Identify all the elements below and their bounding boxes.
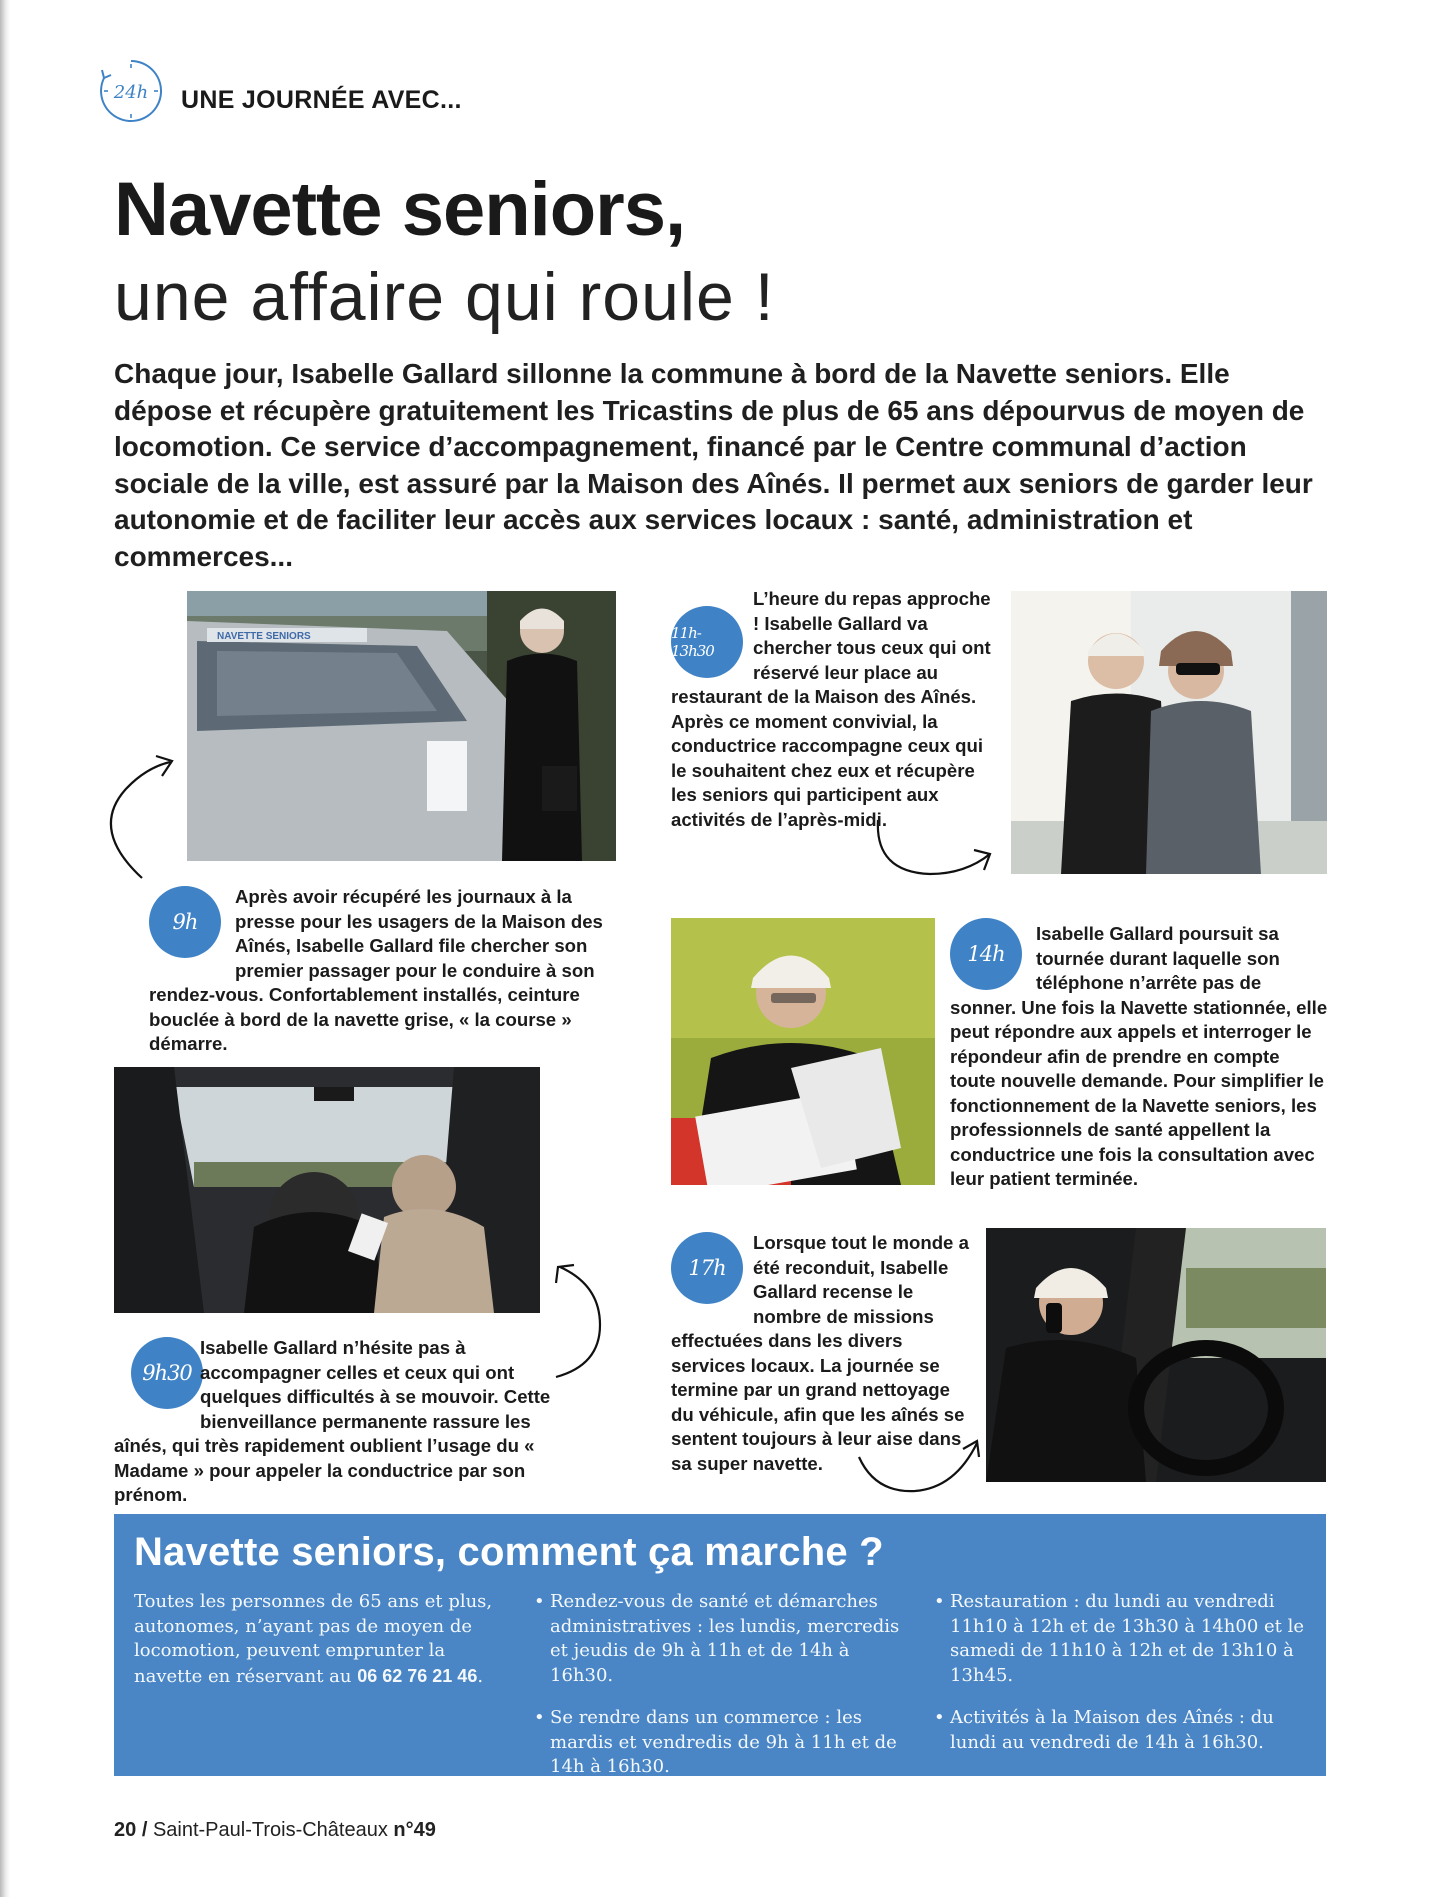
time-badge-14h: 14h [950, 918, 1022, 990]
caption-17h [671, 1231, 976, 1476]
info-intro [134, 1590, 510, 1689]
photo-car-driver [187, 591, 616, 861]
publication-name: Saint-Paul-Trois-Châteaux [152, 1819, 388, 1841]
phone-number: 06 62 76 21 46 [357, 1665, 478, 1686]
info-column-3 [934, 1590, 1306, 1773]
photo-escorting-senior [1011, 591, 1327, 874]
footer-separator: / [141, 1819, 148, 1841]
caption-9h30-text: Isabelle Gallard n’hésite pas à accompagner celles et ceux qui ont quelques difficultés à se mouvoir. Cette bienveillance permanente rassure les aînés, qui très rapidement oublient l’usage du « Madame » pour appeler la conductrice par son prénom. [114, 1337, 551, 1505]
clock-24h-icon [96, 56, 166, 126]
photo-paperwork [671, 918, 935, 1185]
caption-11h-13h30 [671, 587, 991, 832]
headline-sub: une affaire qui roule ! [114, 259, 775, 335]
time-badge-11h-13h30: 11h-13h30 [671, 606, 743, 678]
caption-11h-13h30-text: L’heure du repas approche ! Isabelle Gallard va chercher tous ceux qui ont réservé leur place au restaurant de la Maison des Aînés. Après ce moment convivial, la conductrice raccompagne ceux qui le souhaitent chez eux et récupère les seniors qui participent aux activités de l’après-midi. [671, 588, 991, 830]
info-bullet-shopping: • Se rendre dans un commerce : les mardis et vendredis de 9h à 11h et de 14h à 16h30. [534, 1706, 909, 1780]
info-box [114, 1514, 1326, 1776]
caption-14h [950, 922, 1330, 1192]
time-badge-17h: 17h [671, 1232, 743, 1304]
info-column-1 [134, 1590, 510, 1707]
time-badge-9h30: 9h30 [131, 1337, 203, 1409]
clock-label: 24h [113, 82, 149, 103]
page-edge-shadow [0, 0, 10, 1897]
photo-inside-car [114, 1067, 540, 1313]
arrow-to-photo-1 [100, 750, 190, 885]
section-title: UNE JOURNÉE AVEC... [181, 86, 462, 114]
caption-9h-text: Après avoir récupéré les journaux à la presse pour les usagers de la Maison des Aînés, Isabelle Gallard file chercher son premier passager pour le conduire à son rendez-vous. Confortablement installés, ceinture bouclée à bord de la navette grise, « la course » démarre. [149, 886, 603, 1054]
car-sign-text: NAVETTE SENIORS [217, 631, 311, 642]
page-number: 20 [114, 1819, 137, 1841]
caption-17h-text: Lorsque tout le monde a été reconduit, Isabelle Gallard recense le nombre de missions effectuées dans les divers services locaux. La journée se termine par un grand nettoyage du véhicule, afin que les aînés se sentent toujours à leur aise dans sa super navette. [671, 1232, 969, 1474]
info-intro-text: Toutes les personnes de 65 ans et plus, autonomes, n’ayant pas de moyen de locomotion, peuvent emprunter la navette en réservant au [134, 1591, 493, 1687]
info-column-2 [534, 1590, 909, 1798]
lead-paragraph: Chaque jour, Isabelle Gallard sillonne la commune à bord de la Navette seniors. Elle dépose et récupère gratuitement les Tricastins de plus de 65 ans dépourvus de moyen de locomotion. Ce service d’accompagnement, financé par le Centre communal d’action sociale de la ville, est assuré par la Maison des Aînés. Il permet aux seniors de garder leur autonomie et de faciliter leur accès aux services locaux : santé, administration et commerces... [114, 358, 1313, 572]
page-footer [114, 1819, 436, 1842]
headline-main: Navette seniors, [114, 167, 686, 252]
info-intro-end: . [477, 1665, 484, 1687]
photo-driver-on-phone [986, 1228, 1326, 1482]
info-bullet-restaurant: • Restauration : du lundi au vendredi 11h10 à 12h et de 13h30 à 14h00 et le samedi de 11h10 à 12h et de 13h10 à 13h45. [934, 1590, 1306, 1688]
issue-number: n°49 [393, 1819, 436, 1841]
info-bullet-activities: • Activités à la Maison des Aînés : du lundi au vendredi de 14h à 16h30. [934, 1706, 1306, 1755]
info-box-title: Navette seniors, comment ça marche ? [134, 1530, 884, 1574]
time-badge-9h: 9h [149, 886, 221, 958]
caption-9h [149, 885, 627, 1057]
caption-14h-text: Isabelle Gallard poursuit sa tournée durant laquelle son téléphone n’arrête pas de sonner. Une fois la Navette stationnée, elle peut répondre aux appels et interroger le répondeur afin de prendre en compte toute nouvelle demande. Pour simplifier le fonctionnement de la Navette seniors, les professionnels de santé appellent la conductrice une fois la consultation avec leur patient terminée. [950, 923, 1328, 1189]
info-bullet-health: • Rendez-vous de santé et démarches administratives : les lundis, mercredis et jeudis de 9h à 11h et de 14h à 16h30. [534, 1590, 909, 1688]
caption-9h30 [114, 1336, 584, 1508]
